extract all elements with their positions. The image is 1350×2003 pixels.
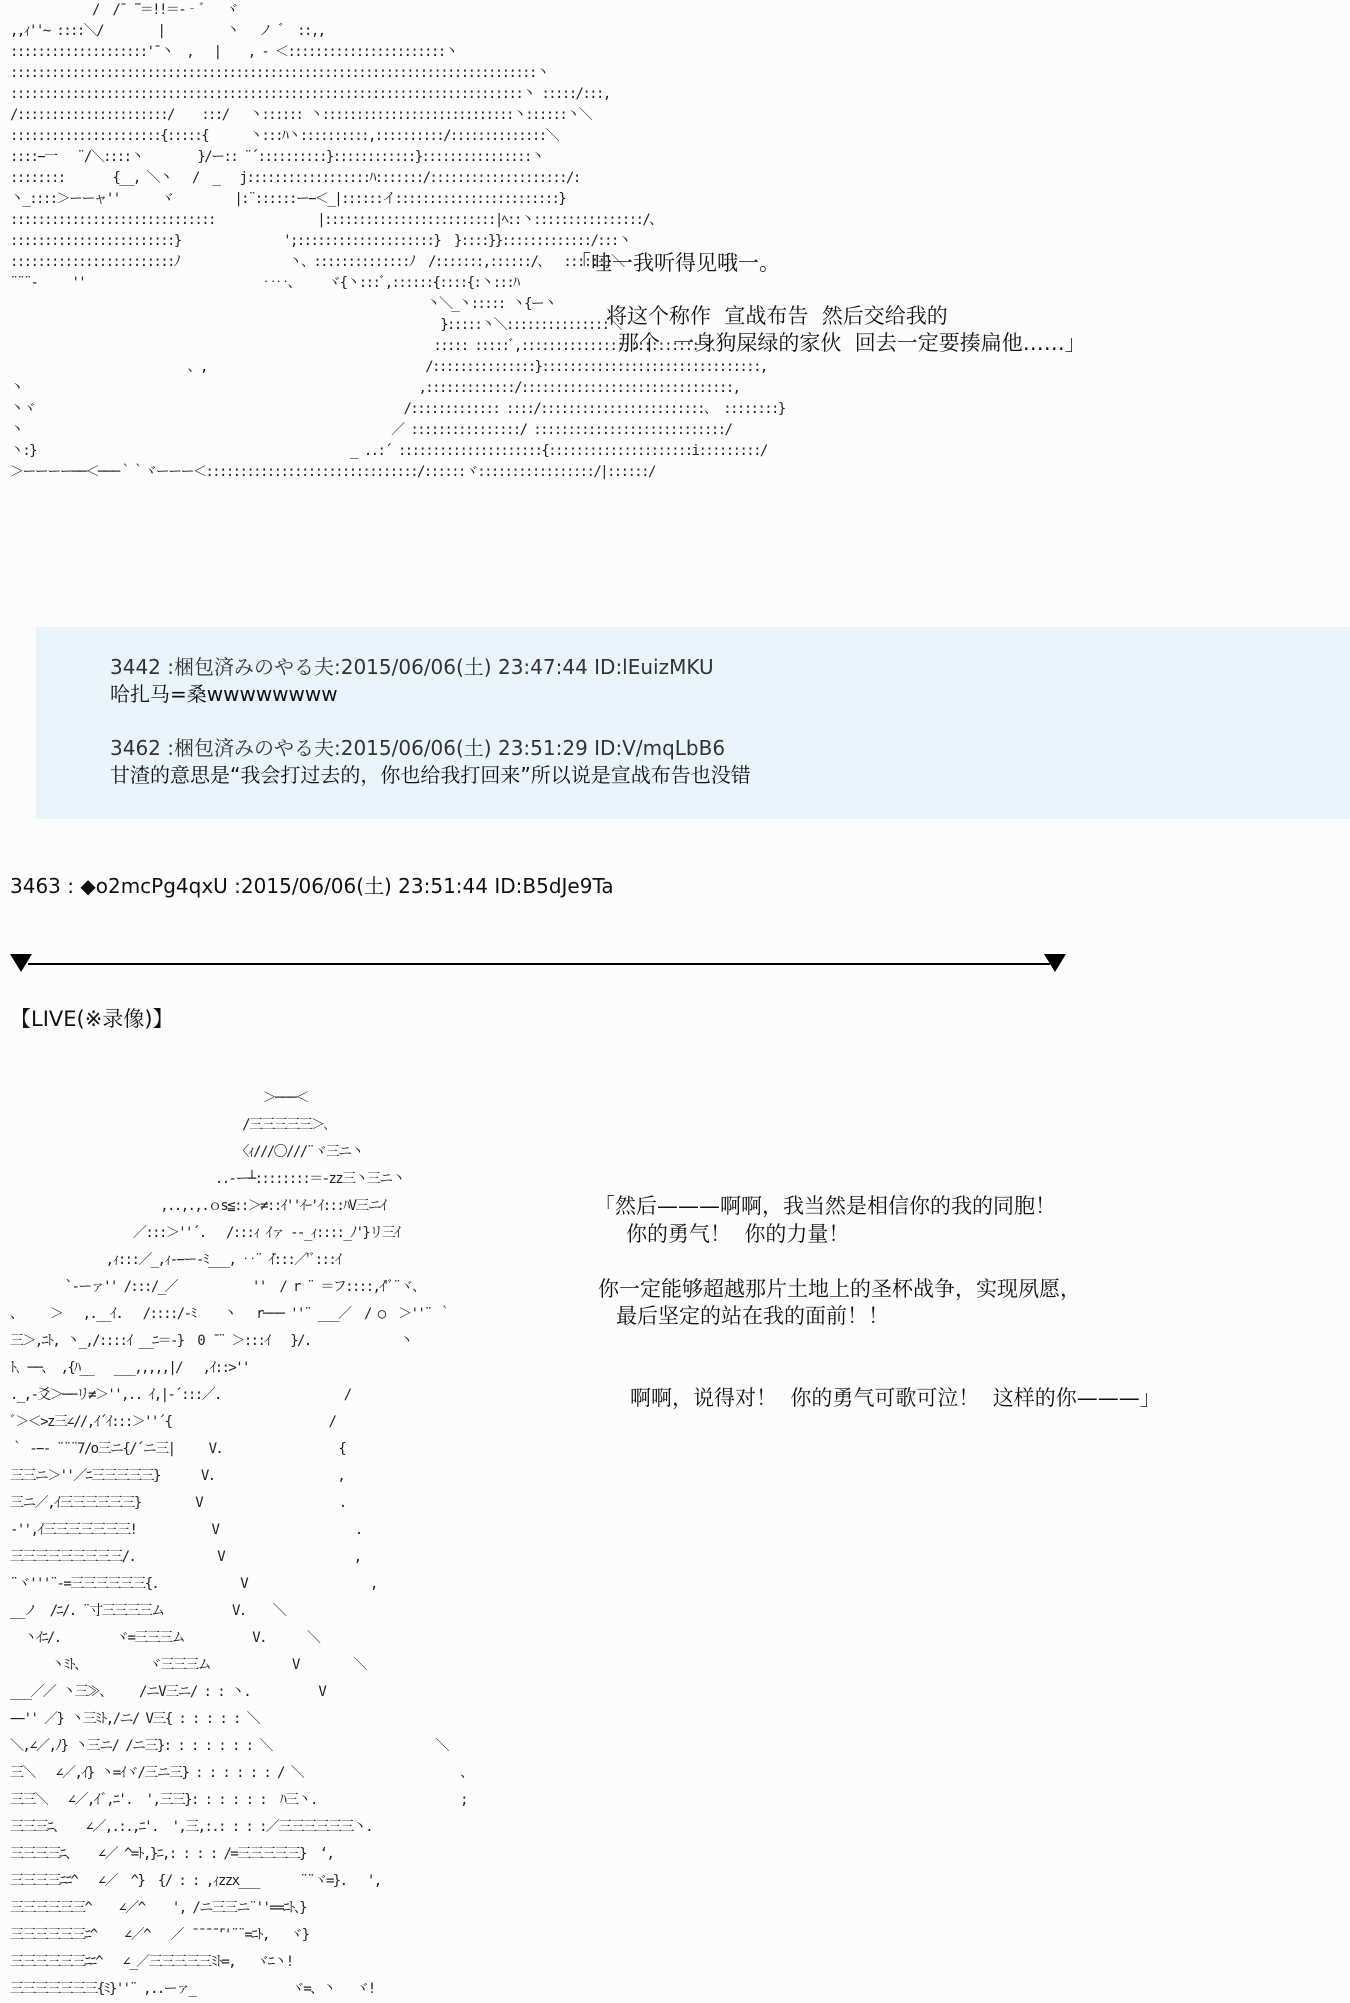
quote-1-meta: 3442 :梱包済みのやる夫:2015/06/06(土) 23:47:44 ID:lEuizMKU	[110, 655, 714, 679]
quoted-posts-box	[36, 627, 1350, 819]
post-header: 3463 : ◆o2mcPg4qxU :2015/06/06(土) 23:51:44 ID:B5dJe9Ta	[10, 874, 614, 898]
section-title: 【LIVE(※录像)】	[10, 1007, 174, 1031]
bottom-dialog-line-1: 「然后———啊啊，我当然是相信你的我的同胞！	[594, 1194, 1056, 1218]
bottom-dialog-line-5: 啊啊，说得对！ 你的勇气可歌可泣！ 这样的你———」	[630, 1386, 1161, 1410]
triangle-divider	[10, 950, 1070, 978]
top-dialog-line-3: 那个 一身狗屎绿的家伙 回去一定要揍扁他……」	[618, 331, 1086, 355]
top-dialog-line-2: 将这个称作 宣战布告 然后交给我的	[606, 304, 948, 328]
bottom-dialog-line-2: 你的勇气！ 你的力量！	[626, 1222, 850, 1246]
ascii-art-bottom: ＞───＜ /三三三三三＞､ 〈ｨ///〇///¨ヾ三ニ丶 ..‐ー┴::::::::＝-zz三丶三ニ丶 ,..,.,.ｏs≦::＞≠::ｲ''ｲｰ'ｲ:::ﾊV三ニｲ ／:::＞''´. /:::ｨ ｲァ ‐-_ｨ::::_ﾉ'}リ三ｲ ,ｨ:::／_,ｨ‐−ー-ﾐ___, ‥¨ ̄ｲ:::／'ﾞ:::ｲ `‐ーァ'' /:::/_／ '' / r ¨ ＝フ::::,ｲ'ﾞ¨ヾ、 、 ＞ ,.__ｲ. /::::/‐ﾐ 丶 r─── ''¨ ___／ / ○ ＞''¨ ｀ 三＞,ﾆﾄ, 丶_,/::::ｲ __ﾆ＝-} 0 ̄ ¨ ＞:::ｲ }/. 丶 ﾄ､ ──、 ,{ﾊ__ ___,,,,,|/ ,ｲ::>'' ._,-爻＞──リ≠＞'',.. ｲ,|-´:::／. / ﾞ＞＜>z三∠//,ｲ´ｲ:::＞''´{ / ｀ ‐−‐ ¨¨¨7/o三ニ{/´ニ三| V. { 三三ニ＞''／ﾆ三三三三三} V. , 三ニ／,ｲ三三三三三三} V . -'',ｲ三三三三三三三! V . 三三三三三三三三三/. V , ¨ヾ'''¨-=三三三三三三{. V , __ノ /ﾆ/. ¨寸三三三三ム V. ＼ 丶ｲﾆ/. ヾ=三三三ム V. ＼ 丶ﾐﾄ、 ヾ三三三ム V ＼ ___／／ 丶三≫、 /ニV三ニ/ : : 丶. V −−'' ／} 丶三ﾐﾄ,/ニ/ V三{ : : : : : ＼ ＼,∠／,ﾉ} 丶三ニ/ /ニ三}: : : : : : : ＼ ＼ 三＼ ∠／,ｲ} 丶=ｲヾ/三ニ三} : : : : : : / ＼ 、 三三＼ ∠／,ｲﾞ,ﾆ'. ',三三}: : : : : : ﾊ三丶. ; 三三三ﾆ、 ∠／,.:.,ﾆ'. ',三,:.: : : :／三三三三三三丶. 三三三三ﾆ、 ∠／ ^=ﾄ,}ﾆ,: : : : /=三三三三三} ‘, 三三三三ﾆﾆ^ ∠／ ^} {/ : : ,ｨzzx___ ¨¨ヾ=}. ', 三三三三三三^ ∠／^ ', /ニ三三ニ¨''==ﾆﾄ、} 三三三三三三ﾆ^ ∠／^ ／ ̄ ̄ ̄ ̄ ̄''¨¨=ﾆﾄ, ヾ} 三三三三三三ﾆﾆ^ ∠_／三三三三三ﾐﾄ=, ヾﾆ丶! 三三三三三三三{ﾐ}''¨ ,..ーァ_ ヾ=、丶 ヾ!	[10, 1090, 473, 1997]
quote-2-body: 甘渣的意思是“我会打过去的，你也给我打回来”所以说是宣战布告也没错	[110, 763, 751, 787]
quote-2-meta: 3462 :梱包済みのやる夫:2015/06/06(土) 23:51:29 ID:V/mqLbB6	[110, 736, 726, 760]
bottom-dialog-line-3: 你一定能够超越那片土地上的圣杯战争，实现夙愿，	[598, 1277, 1081, 1301]
bottom-dialog-line-4: 最后坚定的站在我的面前！！	[616, 1304, 889, 1328]
ascii-art-top: / /¯ ̄¯＝!!＝-‐ﾞ ヾ ,,ｨ''~ ::::＼/ | 丶 ノ ゛ ::,, ::::::::::::::::::::'¯丶 , | , ‐ ＜:::::::::::::::::::::::丶 :::::::::::::::::::::::::::::::::::::::::::::::::::::::::::::::::::::::::::::丶 :::::::::::::::::::::::::::::::::::::::::::::::::::::::::::::::::::::::::::丶 :::::/:::, /::::::::::::::::::::::/ :::/ 丶:::::: 丶::::::::::::::::::::::::::::丶::::::丶＼ ::::::::::::::::::::::{:::::{ 丶:::ﾊ丶::::::::::,::::::::::/::::::::::::::＼ ::::−一 ¨/＼::::丶 }/ー:: ¨´::::::::::}::::::::::::}::::::::::::::::丶 :::::::: {__, ＼丶 / _ j::::::::::::::::::ﾊ:::::::/::::::::::::::::::::/: 丶_::::＞ーーャ'' ヾ |:¨::::::ー−＜_|::::::イ::::::::::::::::::::::::} :::::::::::::::::::::::::::::: |:::::::::::::::::::::::::|ﾍ::丶::::::::::::::::/、 ::::::::::::::::::::::::} ';::::::::::::::::::::} }::::}}:::::::::::::/:::丶 ::::::::::::::::::::::::ﾉ 丶、::::::::::::::ﾉ /:::::::,::::::/、 ::::::}＼ ¨¨¨‐ '' ‥‥、 ヾ{丶:::ﾞ,::::::{::::{:丶:::ﾊ 丶＼_丶::::: 丶{ー丶 }:::::丶＼:::::::::::::::＼ ::::: :::::ﾞ,::::::::::::::::::::::::::丶、 、, /:::::::::::::::}::::::::::::::::::::::::::::::::, 丶 ,:::::::::::::/:::::::::::::::::::::::::::::::, 丶ヾ /::::::::::::: ::::/::::::::::::::::::::::::、 ::::::::} 丶 ／ ::::::::::::::::/ ::::::::::::::::::::::::::::/ 丶:} _ ..:´ :::::::::::::::::::::{:::::::::::::::::::::i:::::::::/ ＞ーーーー──＜───｀｀ヾーーー＜:::::::::::::::::::::::::::::::/::::::ヾ:::::::::::::::::/|::::::/	[10, 2, 785, 480]
top-dialog-line-1: 「哇一我听得见哦一。	[570, 251, 780, 275]
quote-1-body: 哈扎马=桑wwwwwwww	[110, 682, 338, 706]
